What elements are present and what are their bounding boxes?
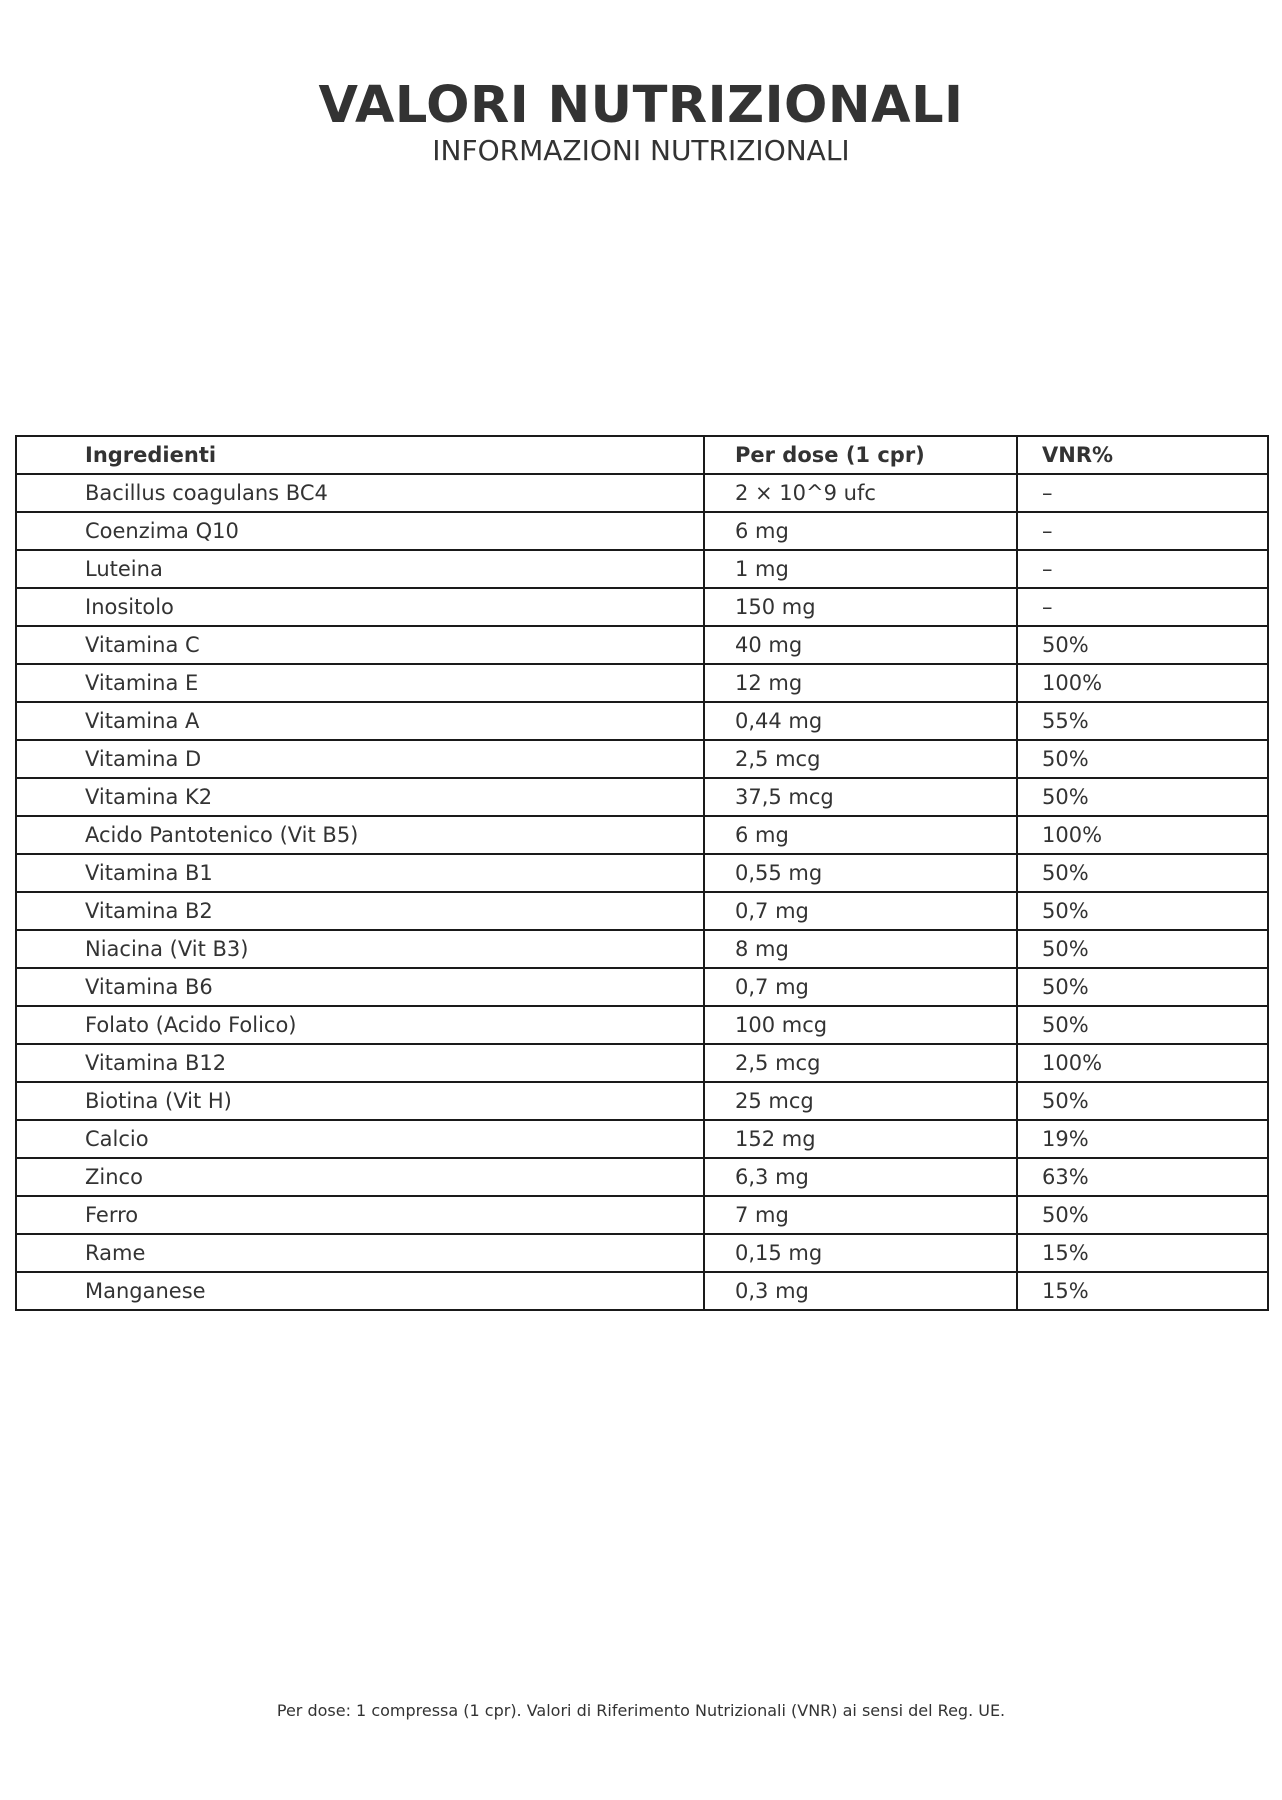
dose-cell: 2 × 10^9 ufc <box>704 474 1017 512</box>
dose-cell: 2,5 mcg <box>704 1044 1017 1082</box>
dose-cell: 6 mg <box>704 512 1017 550</box>
table-row <box>16 664 1268 702</box>
ingredient-cell: Vitamina B2 <box>16 892 704 930</box>
table-row <box>16 816 1268 854</box>
vnr-cell: 15% <box>1017 1234 1268 1272</box>
table-row <box>16 702 1268 740</box>
nutrition-table <box>15 435 1269 1311</box>
ingredient-cell: Vitamina A <box>16 702 704 740</box>
vnr-cell: – <box>1017 474 1268 512</box>
table-row <box>16 550 1268 588</box>
vnr-cell: 19% <box>1017 1120 1268 1158</box>
dose-cell: 0,44 mg <box>704 702 1017 740</box>
table-row <box>16 626 1268 664</box>
table-row <box>16 778 1268 816</box>
ingredient-cell: Vitamina K2 <box>16 778 704 816</box>
dose-cell: 0,7 mg <box>704 892 1017 930</box>
dose-cell: 0,7 mg <box>704 968 1017 1006</box>
ingredient-cell: Vitamina E <box>16 664 704 702</box>
table-row <box>16 930 1268 968</box>
dose-cell: 150 mg <box>704 588 1017 626</box>
vnr-cell: 50% <box>1017 778 1268 816</box>
dose-cell: 12 mg <box>704 664 1017 702</box>
table-row <box>16 474 1268 512</box>
dose-cell: 100 mcg <box>704 1006 1017 1044</box>
dose-cell: 7 mg <box>704 1196 1017 1234</box>
vnr-cell: 50% <box>1017 1082 1268 1120</box>
table-body <box>16 474 1268 1310</box>
vnr-cell: 50% <box>1017 854 1268 892</box>
ingredient-cell: Luteina <box>16 550 704 588</box>
table-row <box>16 1234 1268 1272</box>
table-row <box>16 892 1268 930</box>
table-row <box>16 1120 1268 1158</box>
vnr-cell: 50% <box>1017 626 1268 664</box>
vnr-cell: 100% <box>1017 816 1268 854</box>
ingredient-cell: Zinco <box>16 1158 704 1196</box>
dose-cell: 8 mg <box>704 930 1017 968</box>
vnr-cell: 50% <box>1017 1006 1268 1044</box>
column-header-ingredients: Ingredienti <box>16 436 704 474</box>
dose-cell: 0,15 mg <box>704 1234 1017 1272</box>
ingredient-cell: Vitamina B1 <box>16 854 704 892</box>
table-row <box>16 1044 1268 1082</box>
dose-cell: 0,55 mg <box>704 854 1017 892</box>
column-header-dose: Per dose (1 cpr) <box>704 436 1017 474</box>
dose-cell: 37,5 mcg <box>704 778 1017 816</box>
page-subtitle: INFORMAZIONI NUTRIZIONALI <box>432 134 850 167</box>
table-row <box>16 968 1268 1006</box>
table-row <box>16 1158 1268 1196</box>
table-row <box>16 512 1268 550</box>
table-row <box>16 740 1268 778</box>
ingredient-cell: Vitamina D <box>16 740 704 778</box>
dose-cell: 0,3 mg <box>704 1272 1017 1310</box>
vnr-cell: – <box>1017 588 1268 626</box>
ingredient-cell: Niacina (Vit B3) <box>16 930 704 968</box>
ingredient-cell: Folato (Acido Folico) <box>16 1006 704 1044</box>
ingredient-cell: Bacillus coagulans BC4 <box>16 474 704 512</box>
footnote: Per dose: 1 compressa (1 cpr). Valori di Riferimento Nutrizionali (VNR) ai sensi del Reg. UE. <box>276 1701 1006 1720</box>
table-header-row <box>16 436 1268 474</box>
vnr-cell: 50% <box>1017 1196 1268 1234</box>
table-row <box>16 1196 1268 1234</box>
vnr-cell: 50% <box>1017 892 1268 930</box>
vnr-cell: 100% <box>1017 664 1268 702</box>
vnr-cell: 50% <box>1017 740 1268 778</box>
dose-cell: 2,5 mcg <box>704 740 1017 778</box>
ingredient-cell: Vitamina B12 <box>16 1044 704 1082</box>
ingredient-cell: Biotina (Vit H) <box>16 1082 704 1120</box>
vnr-cell: 50% <box>1017 968 1268 1006</box>
dose-cell: 6,3 mg <box>704 1158 1017 1196</box>
table-row <box>16 854 1268 892</box>
vnr-cell: – <box>1017 512 1268 550</box>
dose-cell: 1 mg <box>704 550 1017 588</box>
ingredient-cell: Ferro <box>16 1196 704 1234</box>
ingredient-cell: Manganese <box>16 1272 704 1310</box>
vnr-cell: 63% <box>1017 1158 1268 1196</box>
ingredient-cell: Acido Pantotenico (Vit B5) <box>16 816 704 854</box>
vnr-cell: 15% <box>1017 1272 1268 1310</box>
vnr-cell: 100% <box>1017 1044 1268 1082</box>
vnr-cell: – <box>1017 550 1268 588</box>
column-header-vnr: VNR% <box>1017 436 1268 474</box>
ingredient-cell: Vitamina B6 <box>16 968 704 1006</box>
dose-cell: 152 mg <box>704 1120 1017 1158</box>
table-row <box>16 1006 1268 1044</box>
ingredient-cell: Rame <box>16 1234 704 1272</box>
table-row <box>16 588 1268 626</box>
table-row <box>16 1082 1268 1120</box>
dose-cell: 6 mg <box>704 816 1017 854</box>
ingredient-cell: Coenzima Q10 <box>16 512 704 550</box>
ingredient-cell: Inositolo <box>16 588 704 626</box>
table-row <box>16 1272 1268 1310</box>
vnr-cell: 50% <box>1017 930 1268 968</box>
dose-cell: 25 mcg <box>704 1082 1017 1120</box>
ingredient-cell: Vitamina C <box>16 626 704 664</box>
vnr-cell: 55% <box>1017 702 1268 740</box>
dose-cell: 40 mg <box>704 626 1017 664</box>
ingredient-cell: Calcio <box>16 1120 704 1158</box>
page-title: VALORI NUTRIZIONALI <box>318 76 964 135</box>
